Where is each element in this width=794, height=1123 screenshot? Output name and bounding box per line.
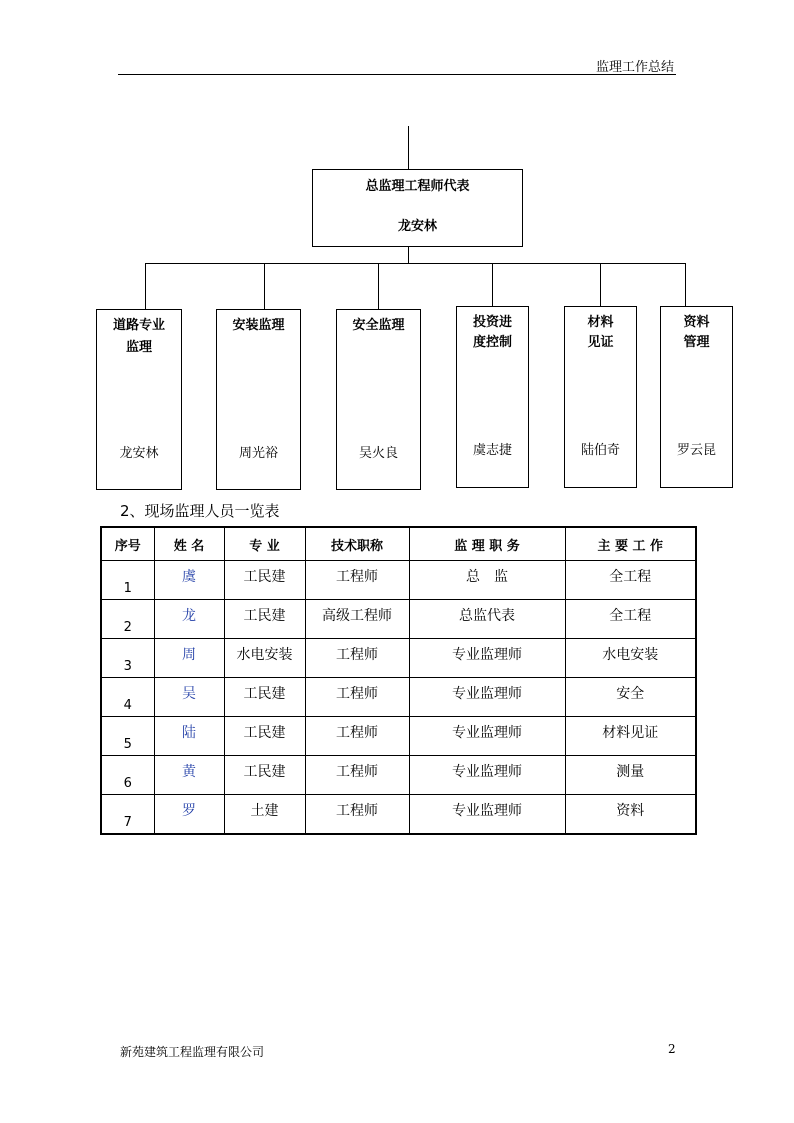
- table-row: [101, 600, 696, 639]
- branch-connector-line: [378, 263, 379, 310]
- staff-table: [100, 526, 697, 835]
- org-top-box: [312, 169, 523, 247]
- branch-name: 周光裕: [238, 446, 278, 461]
- branch-title-line: 道路专业: [112, 318, 165, 333]
- top-box-down-line: [408, 246, 409, 263]
- cell-role: 专业监理师: [409, 717, 565, 756]
- cell-specialty: 工民建: [224, 600, 305, 639]
- branch-title-line: 投资进: [472, 315, 512, 330]
- cell-index: 1: [101, 561, 154, 600]
- cell-name: 罗: [154, 795, 224, 835]
- cell-work: 资料: [565, 795, 696, 835]
- column-header: 序号: [101, 527, 154, 561]
- branch-name: 虞志捷: [472, 443, 512, 458]
- cell-index: 5: [101, 717, 154, 756]
- cell-role: 专业监理师: [409, 795, 565, 835]
- org-branch-box: [96, 309, 182, 490]
- cell-specialty: 工民建: [224, 561, 305, 600]
- branch-title-line: 安装监理: [232, 318, 285, 333]
- cell-role: 专业监理师: [409, 678, 565, 717]
- cell-title: 工程师: [305, 756, 409, 795]
- cell-role: 总监代表: [409, 600, 565, 639]
- cell-role: 专业监理师: [409, 639, 565, 678]
- column-header: 监 理 职 务: [409, 527, 565, 561]
- cell-name: 黄: [154, 756, 224, 795]
- cell-title: 工程师: [305, 795, 409, 835]
- cell-name: 龙: [154, 600, 224, 639]
- org-branch-box: [456, 306, 529, 488]
- branch-title-line: 管理: [683, 335, 710, 350]
- cell-name: 陆: [154, 717, 224, 756]
- cell-index: 2: [101, 600, 154, 639]
- table-header-row: [101, 527, 696, 561]
- cell-role: 总 监: [409, 561, 565, 600]
- column-header: 主 要 工 作: [565, 527, 696, 561]
- org-branch-box: [216, 309, 301, 490]
- cell-work: 全工程: [565, 561, 696, 600]
- org-top-title: 总监理工程师代表: [365, 179, 470, 194]
- cell-title: 工程师: [305, 717, 409, 756]
- cell-index: 4: [101, 678, 154, 717]
- branch-title-line: 资料: [683, 315, 710, 330]
- cell-title: 高级工程师: [305, 600, 409, 639]
- cell-specialty: 工民建: [224, 756, 305, 795]
- top-connector-line: [408, 126, 409, 170]
- cell-title: 工程师: [305, 639, 409, 678]
- cell-name: 虞: [154, 561, 224, 600]
- cell-title: 工程师: [305, 561, 409, 600]
- branch-name: 吴火良: [358, 446, 398, 461]
- cell-index: 7: [101, 795, 154, 835]
- branch-name: 龙安林: [119, 446, 159, 461]
- branch-connector-line: [600, 263, 601, 307]
- cell-name: 周: [154, 639, 224, 678]
- branch-title-line: 安全监理: [352, 318, 405, 333]
- cell-specialty: 土建: [224, 795, 305, 835]
- cell-specialty: 水电安装: [224, 639, 305, 678]
- branch-title-line: 监理: [125, 340, 152, 355]
- cell-role: 专业监理师: [409, 756, 565, 795]
- branch-bus-line: [145, 263, 685, 264]
- column-header: 专 业: [224, 527, 305, 561]
- org-branch-box: [564, 306, 637, 488]
- column-header: 姓 名: [154, 527, 224, 561]
- cell-work: 全工程: [565, 600, 696, 639]
- branch-connector-line: [145, 263, 146, 310]
- branch-title-line: 度控制: [472, 335, 512, 350]
- branch-name: 罗云昆: [676, 443, 716, 458]
- branch-name: 陆伯奇: [580, 443, 620, 458]
- cell-work: 水电安装: [565, 639, 696, 678]
- table-row: [101, 678, 696, 717]
- cell-index: 6: [101, 756, 154, 795]
- table-row: [101, 756, 696, 795]
- cell-work: 材料见证: [565, 717, 696, 756]
- table-row: [101, 795, 696, 835]
- header-title: 监理工作总结: [596, 60, 675, 75]
- table-row: [101, 717, 696, 756]
- cell-index: 3: [101, 639, 154, 678]
- cell-specialty: 工民建: [224, 678, 305, 717]
- cell-work: 测量: [565, 756, 696, 795]
- branch-connector-line: [685, 263, 686, 307]
- org-branch-box: [660, 306, 733, 488]
- branch-title-line: 材料: [587, 315, 614, 330]
- branch-connector-line: [492, 263, 493, 307]
- section-title: 2、现场监理人员一览表: [120, 502, 280, 520]
- header-rule: [118, 74, 676, 75]
- cell-specialty: 工民建: [224, 717, 305, 756]
- branch-title-line: 见证: [587, 335, 614, 350]
- table-row: [101, 639, 696, 678]
- page-number: 2: [668, 1042, 676, 1056]
- org-top-name: 龙安林: [397, 219, 437, 234]
- branch-connector-line: [264, 263, 265, 310]
- cell-name: 吴: [154, 678, 224, 717]
- table-row: [101, 561, 696, 600]
- cell-work: 安全: [565, 678, 696, 717]
- footer-company: 新苑建筑工程监理有限公司: [120, 1045, 265, 1059]
- org-branch-box: [336, 309, 421, 490]
- column-header: 技术职称: [305, 527, 409, 561]
- cell-title: 工程师: [305, 678, 409, 717]
